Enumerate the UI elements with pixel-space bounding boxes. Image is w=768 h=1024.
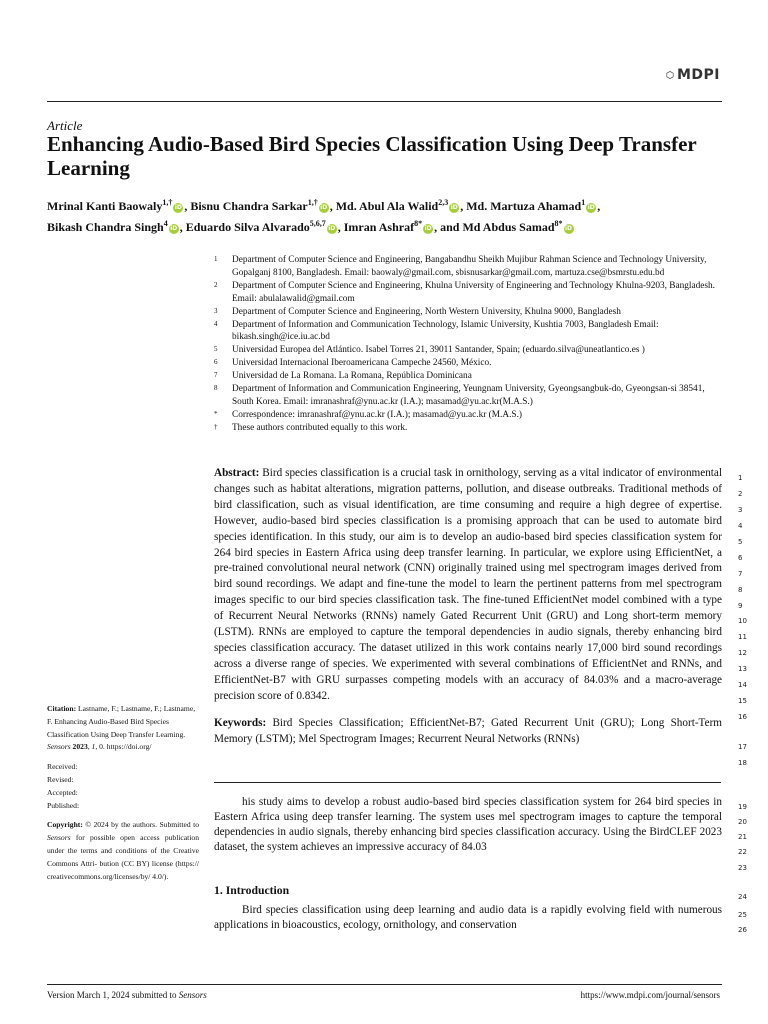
- affiliation-number: 4: [214, 319, 218, 328]
- line-number: 12: [738, 649, 747, 657]
- author-separator: , and: [434, 220, 463, 234]
- affiliation-item: [214, 383, 726, 409]
- author-separator: ,: [179, 220, 186, 234]
- orcid-icon[interactable]: iD: [170, 225, 178, 232]
- author-affiliation-marker: 1,†: [307, 198, 318, 207]
- line-number: 1: [738, 474, 743, 482]
- abstract-text: Bird species classification is a crucial task in ornithology, serving as a vital indicator of environmental changes such as habitat alterations, migration patterns, pollution, and disease outbreaks. Traditional methods of bird classification, such as visual identification, are time consuming and require a high degree of expertise. However, audio-based bird species classification is a promising approach that can be used to automate bird species identification. In this study, our aim is to develop an audio-based bird species classification system for 264 bird species in Eastern Africa using deep transfer learning. In particular, we explore using EfficientNet, a pre-trained convolutional neural network (CNN) originally trained using mel spectrogram images derived from bird sound recordings. We adapt and fine-tune the model to learn the pertinent patterns from mel spectrogram images specific to our bird species classification task. The fine-tuned EfficientNet model combined with a type of Recurrent Neural Networks (RNNs) namely Gated Recurrent Unit (GRU) and Long short-term memory (LSTM). RNNs are employed to capture the temporal dependencies in audio signals, thereby enhancing bird species classification accuracy. The dataset utilized in this work contains nearly 17,000 bird sound recordings across a diverse range of species. We experimented with several combinations of EfficientNet and RNNs, and EfficientNet-B7 with GRU surpasses competing models with an accuracy of 84.03% and a macro-average precision score of 0.8342.: [214, 467, 722, 702]
- author-name: Bisnu Chandra Sarkar: [190, 199, 308, 213]
- orcid-icon[interactable]: iD: [424, 225, 432, 232]
- affiliation-text: Correspondence: imranashraf@ynu.ac.kr (I.A.); masamad@yu.ac.kr (M.A.S.): [232, 409, 522, 420]
- author-name: Mrinal Kanti Baowaly: [47, 199, 163, 213]
- affiliation-text: Department of Information and Communication Technology, Islamic University, Kushtia 7003, Bangladesh Email: bikash.singh@ice.iu.ac.bd: [232, 319, 659, 343]
- author-separator: ,: [329, 199, 336, 213]
- affiliation-number: 7: [214, 371, 218, 380]
- abstract-rule: [214, 782, 721, 783]
- affiliation-number: 6: [214, 358, 218, 367]
- affiliation-text: Universidad de La Romana. La Romana, República Dominicana: [232, 371, 472, 382]
- intro-paragraph: Bird species classification using deep learning and audio data is a rapidly evolving field with numerous applications in bioacoustics, ecology, ornithology, and conservation: [214, 904, 722, 932]
- line-number: 7: [738, 570, 743, 578]
- line-number: 9: [738, 602, 743, 610]
- line-number: 4: [738, 522, 743, 530]
- published-label: Published:: [47, 800, 80, 810]
- author-affiliation-marker: 8*: [414, 219, 423, 228]
- line-number: 5: [738, 538, 743, 546]
- author-name: Bikash Chandra Singh: [47, 220, 164, 234]
- affiliation-item: [214, 409, 726, 422]
- author-affiliation-marker: 1: [581, 198, 586, 207]
- orcid-icon[interactable]: iD: [328, 225, 336, 232]
- affiliation-number: †: [214, 422, 218, 431]
- abstract-label: Abstract:: [214, 467, 260, 479]
- paper-title: Enhancing Audio-Based Bird Species Classification Using Deep Transfer Learning: [47, 132, 697, 180]
- line-number: 18: [738, 759, 747, 767]
- affiliation-text: Universidad Europea del Atlántico. Isabel Torres 21, 39011 Santander, Spain; (eduardo.silva@uneatlantico.es ): [232, 345, 645, 356]
- affiliation-number: 2: [214, 280, 218, 289]
- author-name: Md. Martuza Ahamad: [466, 199, 582, 213]
- received-label: Received:: [47, 762, 78, 772]
- line-number: 14: [738, 681, 747, 689]
- line-number: 25: [738, 911, 747, 919]
- footer-version: Version March 1, 2024 submitted to Sensors: [47, 990, 207, 1000]
- author-affiliation-marker: 1,†: [162, 198, 173, 207]
- affiliation-number: 3: [214, 306, 218, 315]
- author-separator: ,: [460, 199, 467, 213]
- affiliation-item: [214, 254, 726, 280]
- copyright: Copyright: © 2024 by the authors. Submitted to Sensors for possible open access publication under the terms and conditions of the Creative Commons Attri- bution (CC BY) license (https:// creativecommons.org/licenses/by/ 4.0/).: [47, 820, 199, 881]
- author-affiliation-marker: 5,6,7: [309, 219, 326, 228]
- intro-summary: his study aims to develop a robust audio-based bird species classification system for 264 bird species in Eastern Africa using deep transfer learning. The system uses mel spectrogram images to capture the temporal dependencies in audio signals, thereby enhancing bird species classification accuracy. Using the BirdCLEF 2023 dataset, the system achieves an impressive accuracy of 84.03: [214, 796, 722, 854]
- author-list: [47, 194, 737, 236]
- abstract: [214, 466, 722, 747]
- section-heading: 1. Introduction: [214, 884, 290, 897]
- line-number: 15: [738, 697, 747, 705]
- orcid-icon[interactable]: iD: [564, 225, 573, 232]
- affiliation-number: 8: [214, 384, 218, 393]
- sidebar: [47, 703, 199, 883]
- affiliations: [214, 254, 726, 435]
- affiliation-text: Department of Information and Communication Engineering, Yeungnam University, Gyeongsangbuk-do, Gyeongsan-si 38541, South Korea. Email: imranashraf@ynu.ac.kr (I.A.); masamad@yu.ac.kr(M.A.S.): [232, 384, 705, 407]
- line-number: 20: [738, 818, 747, 826]
- author-affiliation-marker: 8*: [554, 219, 563, 228]
- footer-url[interactable]: https://www.mdpi.com/journal/sensors: [580, 990, 720, 1000]
- author-name: Md Abdus Samad: [462, 220, 555, 234]
- line-number: 16: [738, 713, 747, 721]
- revised-label: Revised:: [47, 774, 74, 784]
- line-number: 6: [738, 554, 743, 562]
- line-number: 21: [738, 833, 747, 841]
- mdpi-hexagon-icon: [666, 66, 674, 84]
- affiliation-number: 1: [214, 255, 218, 263]
- line-number: 23: [738, 864, 747, 872]
- footer-rule: [47, 984, 722, 985]
- line-number: 11: [738, 633, 747, 641]
- affiliation-item: [214, 370, 726, 383]
- line-number: 8: [738, 586, 743, 594]
- orcid-icon[interactable]: iD: [320, 204, 328, 211]
- author-separator: ,: [597, 199, 601, 213]
- author-affiliation-marker: 2,3: [438, 198, 449, 207]
- affiliation-number: 5: [214, 345, 218, 354]
- author-separator: ,: [337, 220, 344, 234]
- line-number: 3: [738, 506, 743, 514]
- line-number: 17: [738, 743, 747, 751]
- line-number: 22: [738, 848, 747, 856]
- top-rule: [47, 101, 722, 102]
- line-number: 24: [738, 893, 747, 901]
- orcid-icon[interactable]: iD: [450, 204, 458, 211]
- affiliation-text: Department of Computer Science and Engineering, Bangabandhu Sheikh Mujibur Rahman Science and Technology University, Gopalganj 8100, Bangladesh. Email: baowaly@gmail.com, sbisnusarkar@gmail.com, martuza.cse@bsmrstu.edu.bd: [232, 255, 707, 278]
- affiliation-text: Universidad Internacional Iberoamericana Campeche 24560, México.: [232, 358, 492, 369]
- affiliation-text: Department of Computer Science and Engineering, North Western University, Khulna 9000, Bangladesh: [232, 306, 621, 317]
- keywords-text: Bird Species Classification; EfficientNet-B7; Gated Recurrent Unit (GRU); Long Short-Term Memory (LSTM); Mel Spectrogram Images; Recurrent Neural Networks (RNNs): [214, 716, 723, 745]
- line-number: 10: [738, 617, 747, 625]
- affiliation-text: These authors contributed equally to this work.: [232, 422, 408, 433]
- affiliation-item: [214, 280, 726, 306]
- affiliation-item: [214, 319, 726, 345]
- affiliation-text: Department of Computer Science and Engineering, Khulna University of Engineering and Technology Khulna-9203, Bangladesh. Email: abulalawalid@gmail.com: [232, 280, 716, 304]
- accepted-label: Accepted:: [47, 787, 78, 797]
- citation: Citation: Lastname, F.; Lastname, F.; Lastname, F. Enhancing Audio-Based Bird Species Classification Using Deep Transfer Learning. Sensors 2023, 1, 0. https://doi.org/: [47, 704, 196, 752]
- line-number: 19: [738, 803, 747, 811]
- author-name: Imran Ashraf: [343, 220, 415, 234]
- article-type: Article: [47, 118, 83, 133]
- affiliation-number: *: [214, 409, 218, 418]
- keywords-label: Keywords:: [214, 716, 267, 729]
- affiliation-item: [214, 357, 726, 370]
- logo-text: MDPI: [676, 67, 720, 83]
- author-name: Eduardo Silva Alvarado: [185, 220, 310, 234]
- affiliation-item: [214, 422, 726, 435]
- affiliation-item: [214, 344, 726, 357]
- affiliation-item: [214, 306, 726, 319]
- author-affiliation-marker: 4: [163, 219, 168, 228]
- mdpi-logo: [666, 61, 720, 89]
- orcid-icon[interactable]: iD: [587, 204, 595, 211]
- author-name: Md. Abul Ala Walid: [335, 199, 439, 213]
- line-number: 13: [738, 665, 747, 673]
- line-number: 26: [738, 926, 747, 934]
- line-number: 2: [738, 490, 743, 498]
- orcid-icon[interactable]: iD: [174, 204, 182, 211]
- author-separator: ,: [184, 199, 191, 213]
